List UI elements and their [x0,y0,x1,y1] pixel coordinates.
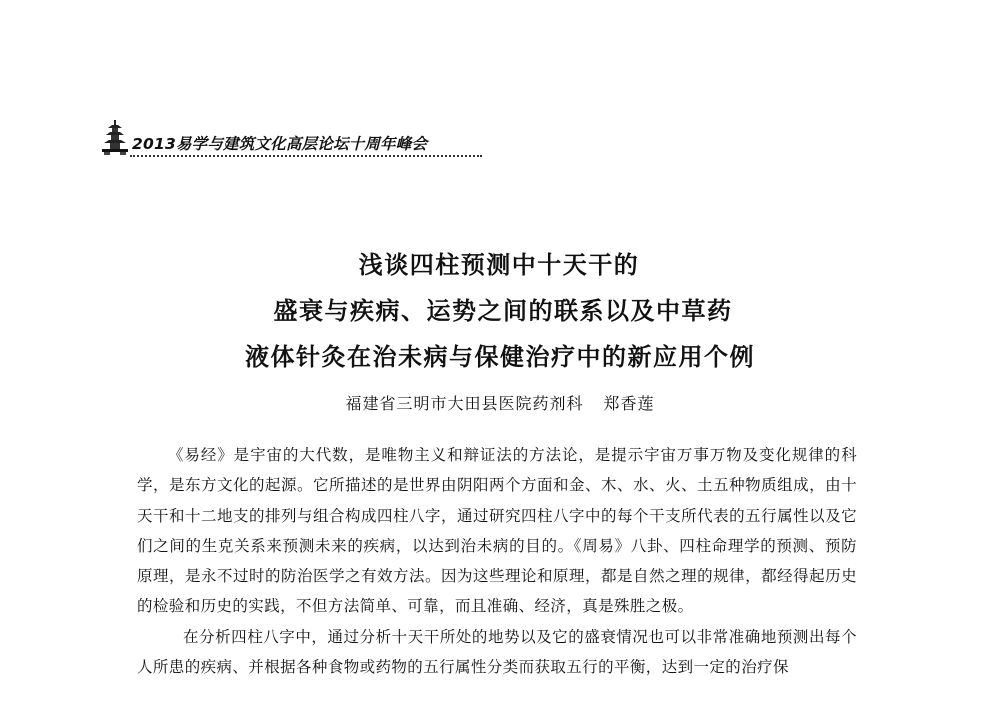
body-paragraph-2: 在分析四柱八字中，通过分析十天干所处的地势以及它的盛衰情况也可以非常准确地预测出每个人所患的疾病、并根据各种食物或药物的五行属性分类而获取五行的平衡，达到一定的治疗保 [137,627,857,677]
pagoda-icon [100,118,130,156]
running-header [100,118,485,158]
article-body [137,440,857,682]
body-paragraph-1: 《易经》是宇宙的大代数，是唯物主义和辩证法的方法论，是提示宇宙万事万物及变化规律的科学，是东方文化的起源。它所描述的是世界由阴阳两个方面和金、木、水、火、土五种物质组成，由十天干和十二地支的排列与组合构成四柱八字，通过研究四柱八字中的每个干支所代表的五行属性以及它们之间的生克关系来预测未来的疾病，以达到治未病的目的。《周易》八卦、四柱命理学的预测、预防原理，是永不过时的防治医学之有效方法。因为这些理论和原理，都是自然之理的规律，都经得起历史的检验和历史的实践，不但方法简单、可靠，而且准确、经济，真是殊胜之极。 [137,446,857,616]
author-affiliation: 福建省三明市大田县医院药剂科 [345,394,584,413]
running-header-title: 2013易学与建筑文化高层论坛十周年峰会 [132,135,428,153]
title-line-2: 盛衰与疾病、运势之间的联系以及中草药 [273,297,733,325]
author-name: 郑香莲 [603,394,655,413]
author-line [0,391,1000,414]
title-line-1: 浅谈四柱预测中十天干的 [358,251,640,279]
title-line-3: 液体针灸在治未病与保健治疗中的新应用个例 [245,343,755,371]
article-title [0,242,1000,380]
header-dotted-rule [130,155,482,157]
